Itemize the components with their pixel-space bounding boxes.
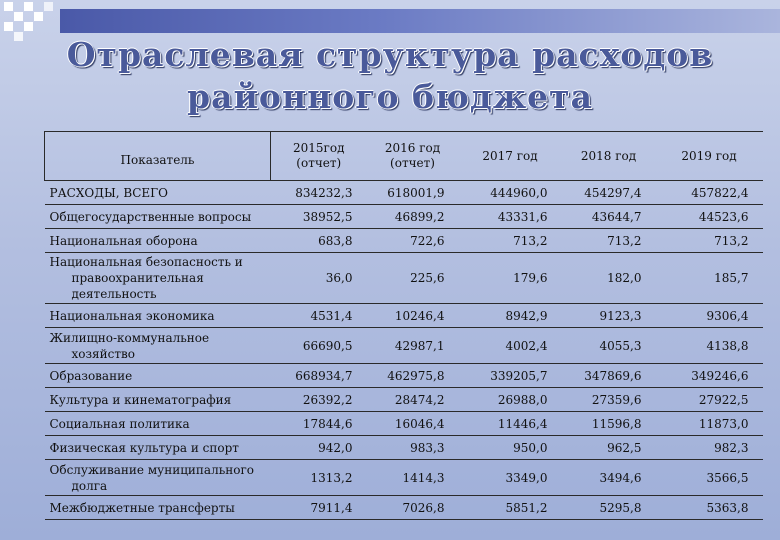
row-label-line: Межбюджетные трансферты <box>49 500 235 515</box>
value-cell: 9306,4 <box>656 304 763 328</box>
slide-title <box>0 34 780 118</box>
value-cell: 179,6 <box>459 253 562 304</box>
year-header-note: (отчет) <box>390 156 435 170</box>
year-header-2015 <box>271 132 367 181</box>
row-label-line: Физическая культура и спорт <box>49 440 239 455</box>
value-cell: 1414,3 <box>367 460 459 496</box>
year-header-text: 2015год <box>293 141 345 155</box>
value-cell: 349246,6 <box>656 364 763 388</box>
row-label <box>45 181 271 205</box>
value-cell: 454297,4 <box>562 181 656 205</box>
row-label-line: РАСХОДЫ, ВСЕГО <box>49 185 168 200</box>
year-header-2017 <box>459 132 562 181</box>
row-label-line: Жилищно-коммунальное <box>49 330 210 345</box>
row-label <box>45 328 271 364</box>
value-cell: 11446,4 <box>459 412 562 436</box>
value-cell: 982,3 <box>656 436 763 460</box>
value-cell: 185,7 <box>656 253 763 304</box>
row-label <box>45 205 271 229</box>
row-label-line: Образование <box>49 368 133 383</box>
value-cell: 713,2 <box>459 229 562 253</box>
table-row <box>45 328 763 364</box>
value-cell: 3566,5 <box>656 460 763 496</box>
value-cell: 7911,4 <box>271 496 367 520</box>
value-cell: 339205,7 <box>459 364 562 388</box>
value-cell: 8942,9 <box>459 304 562 328</box>
table-row <box>45 460 763 496</box>
year-header-note: (отчет) <box>296 156 342 170</box>
value-cell: 1313,2 <box>271 460 367 496</box>
table-row <box>45 436 763 460</box>
value-cell: 17844,6 <box>271 412 367 436</box>
value-cell: 26392,2 <box>271 388 367 412</box>
value-cell: 42987,1 <box>367 328 459 364</box>
value-cell: 962,5 <box>562 436 656 460</box>
title-line-2: районного бюджета <box>187 77 593 116</box>
value-cell: 43331,6 <box>459 205 562 229</box>
value-cell: 225,6 <box>367 253 459 304</box>
value-cell: 834232,3 <box>271 181 367 205</box>
year-header-text: 2018 год <box>580 148 637 163</box>
value-cell: 457822,4 <box>656 181 763 205</box>
value-cell: 28474,2 <box>367 388 459 412</box>
table-header-row <box>45 132 763 181</box>
row-label <box>45 304 271 328</box>
value-cell: 4531,4 <box>271 304 367 328</box>
value-cell: 46899,2 <box>367 205 459 229</box>
value-cell: 942,0 <box>271 436 367 460</box>
row-label <box>45 364 271 388</box>
value-cell: 5851,2 <box>459 496 562 520</box>
value-cell: 10246,4 <box>367 304 459 328</box>
value-cell: 713,2 <box>656 229 763 253</box>
table-row <box>45 496 763 520</box>
value-cell: 347869,6 <box>562 364 656 388</box>
value-cell: 66690,5 <box>271 328 367 364</box>
row-label-line: долга <box>71 478 108 493</box>
value-cell: 182,0 <box>562 253 656 304</box>
row-label <box>45 253 271 304</box>
year-header-2019 <box>656 132 763 181</box>
table-row <box>45 229 763 253</box>
value-cell: 983,3 <box>367 436 459 460</box>
year-header-2018 <box>562 132 656 181</box>
value-cell: 16046,4 <box>367 412 459 436</box>
value-cell: 5363,8 <box>656 496 763 520</box>
row-label-line: Социальная политика <box>49 416 190 431</box>
value-cell: 11873,0 <box>656 412 763 436</box>
year-header-text: 2019 год <box>681 148 737 163</box>
value-cell: 722,6 <box>367 229 459 253</box>
value-cell: 44523,6 <box>656 205 763 229</box>
value-cell: 43644,7 <box>562 205 656 229</box>
row-label <box>45 388 271 412</box>
value-cell: 444960,0 <box>459 181 562 205</box>
row-label-line: Национальная оборона <box>49 233 198 248</box>
year-header-text: 2016 год <box>384 141 441 155</box>
value-cell: 618001,9 <box>367 181 459 205</box>
value-cell: 7026,8 <box>367 496 459 520</box>
row-label-line: хозяйство <box>71 346 135 361</box>
row-label <box>45 412 271 436</box>
value-cell: 9123,3 <box>562 304 656 328</box>
table-row <box>45 181 763 205</box>
row-label-line: Национальная экономика <box>49 308 215 323</box>
value-cell: 3349,0 <box>459 460 562 496</box>
row-label-line: Культура и кинематография <box>49 392 232 407</box>
table-row <box>45 304 763 328</box>
value-cell: 26988,0 <box>459 388 562 412</box>
expenditure-table <box>44 131 763 520</box>
value-cell: 683,8 <box>271 229 367 253</box>
value-cell: 27359,6 <box>562 388 656 412</box>
value-cell: 27922,5 <box>656 388 763 412</box>
row-label-line: Общегосударственные вопросы <box>49 209 252 224</box>
indicator-header: Показатель <box>45 132 271 181</box>
row-label <box>45 229 271 253</box>
value-cell: 5295,8 <box>562 496 656 520</box>
value-cell: 3494,6 <box>562 460 656 496</box>
value-cell: 4055,3 <box>562 328 656 364</box>
value-cell: 950,0 <box>459 436 562 460</box>
year-header-2016 <box>367 132 459 181</box>
value-cell: 668934,7 <box>271 364 367 388</box>
table-row <box>45 253 763 304</box>
value-cell: 11596,8 <box>562 412 656 436</box>
row-label <box>45 436 271 460</box>
row-label <box>45 460 271 496</box>
year-header-text: 2017 год <box>482 148 538 163</box>
row-label-line: Национальная безопасность и <box>49 255 243 269</box>
table-row <box>45 388 763 412</box>
table-row <box>45 364 763 388</box>
table-row <box>45 412 763 436</box>
title-line-1: Отраслевая структура расходов <box>66 35 714 74</box>
value-cell: 4138,8 <box>656 328 763 364</box>
table-row <box>45 205 763 229</box>
value-cell: 38952,5 <box>271 205 367 229</box>
row-label-line: деятельность <box>71 287 157 301</box>
value-cell: 462975,8 <box>367 364 459 388</box>
row-label-line: Обслуживание муниципального <box>49 462 254 477</box>
header-bar <box>60 9 780 33</box>
row-label-line: правоохранительная <box>71 271 204 285</box>
value-cell: 4002,4 <box>459 328 562 364</box>
value-cell: 713,2 <box>562 229 656 253</box>
row-label <box>45 496 271 520</box>
value-cell: 36,0 <box>271 253 367 304</box>
